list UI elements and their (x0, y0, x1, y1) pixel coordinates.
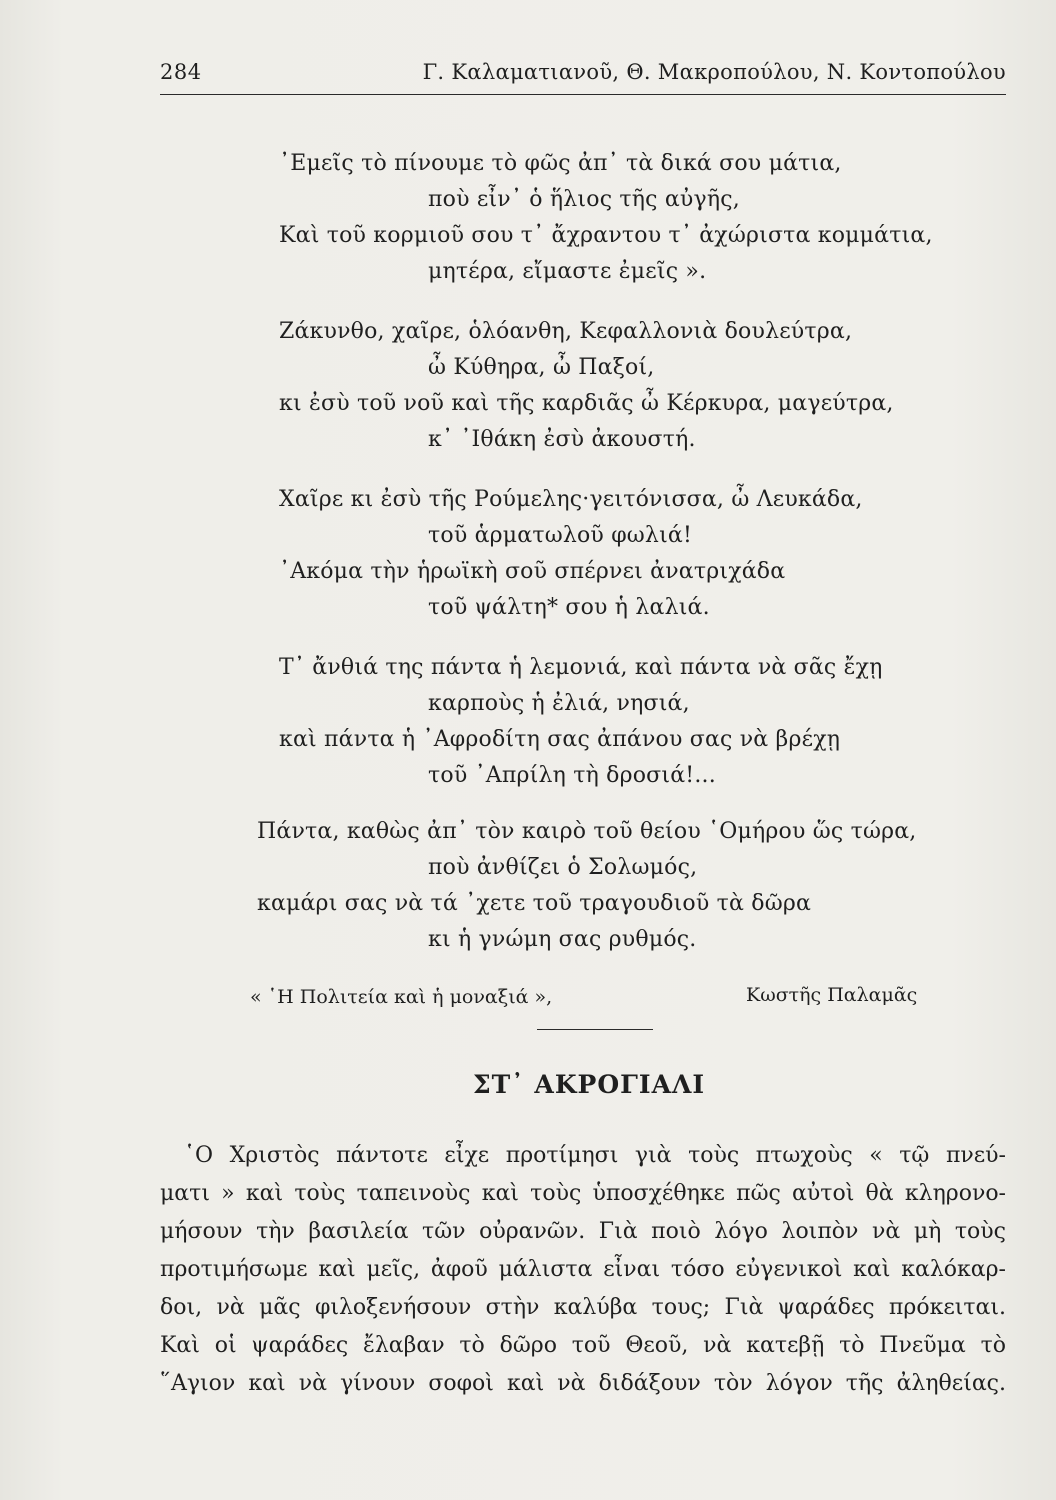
prose-line: ῞Αγιον καὶ νὰ γίνουν σοφοὶ καὶ νὰ διδάξουν τὸν λόγον τῆς ἀληθείας. (160, 1371, 1006, 1396)
poem-line: καμάρι σας νὰ τά ᾿χετε τοῦ τραγουδιοῦ τὰ δῶρα (257, 891, 812, 916)
header-rule (160, 94, 1006, 95)
prose-line: μήσουν τὴν βασιλεία τῶν οὐρανῶν. Γιὰ ποιὸ λόγο λοιπὸν νὰ μὴ τοὺς (160, 1219, 1006, 1244)
poem-line: Ζάκυνθο, χαῖρε, ὁλόανθη, Κεφαλλονιὰ δουλεύτρα, (279, 319, 853, 344)
prose-line: ματι » καὶ τοὺς ταπεινοὺς καὶ τοὺς ὑποσχέθηκε πῶς αὐτοὶ θὰ κληρονο- (160, 1181, 1006, 1206)
prose-line: προτιμήσωμε καὶ μεῖς, ἀφοῦ μάλιστα εἶναι τόσο εὐγενικοὶ καὶ καλόκαρ- (160, 1257, 1006, 1282)
poem-line: ᾿Εμεῖς τὸ πίνουμε τὸ φῶς ἀπ᾿ τὰ δικά σου μάτια, (279, 151, 842, 176)
poem-line: ποὺ ἀνθίζει ὁ Σολωμός, (428, 855, 698, 880)
poem-line: τοῦ ἁρματωλοῦ φωλιά! (428, 523, 693, 548)
poem-line: καὶ πάντα ἡ ᾿Αφροδίτη σας ἀπάνου σας νὰ βρέχῃ (279, 727, 841, 752)
prose-line: ῾Ο Χριστὸς πάντοτε εἶχε προτίμησι γιὰ τοὺς πτωχοὺς « τῷ πνεύ- (184, 1143, 1006, 1168)
prose-line: Καὶ οἱ ψαράδες ἔλαβαν τὸ δῶρο τοῦ Θεοῦ, νὰ κατεβῇ τὸ Πνεῦμα τὸ (160, 1333, 1006, 1358)
poem-line: ποὺ εἶν᾿ ὁ ἥλιος τῆς αὐγῆς, (428, 187, 740, 212)
poem-line: Τ᾿ ἄνθιά της πάντα ἡ λεμονιά, καὶ πάντα νὰ σᾶς ἔχῃ (279, 655, 883, 680)
page-header (160, 56, 1006, 90)
poem-line: Χαῖρε κι ἐσὺ τῆς Ρούμελης·γειτόνισσα, ὦ Λευκάδα, (279, 487, 863, 512)
poem-author: Κωστῆς Παλαμᾶς (746, 984, 918, 1006)
poem-line: ὦ Κύθηρα, ὦ Παξοί, (428, 355, 655, 380)
poem-source: « ῾Η Πολιτεία καὶ ἡ μοναξιά », (250, 986, 553, 1008)
page-number: 284 (160, 60, 202, 84)
poem-line: μητέρα, εἴμαστε ἐμεῖς ». (428, 259, 707, 284)
poem-line: Πάντα, καθὼς ἀπ᾿ τὸν καιρὸ τοῦ θείου ῾Ομήρου ὥς τώρα, (257, 819, 917, 844)
poem-line: τοῦ ψάλτη* σου ἡ λαλιά. (428, 595, 710, 620)
poem-line: ᾿Ακόμα τὴν ἡρωϊκὴ σοῦ σπέρνει ἀνατριχάδα (279, 559, 786, 584)
poem-line: κ᾿ ᾿Ιθάκη ἐσὺ ἀκουστή. (428, 427, 696, 452)
poem-line: Καὶ τοῦ κορμιοῦ σου τ᾿ ἄχραντου τ᾿ ἀχώριστα κομμάτια, (279, 223, 933, 248)
poem-line: τοῦ ᾿Απρίλη τὴ δροσιά!... (428, 763, 716, 788)
poem-line: κι ἡ γνώμη σας ρυθμός. (428, 927, 697, 952)
prose-line: δοι, νὰ μᾶς φιλοξενήσουν στὴν καλύβα τους; Γιὰ ψαράδες πρόκειται. (160, 1295, 1006, 1320)
section-title: ΣΤ᾿ ΑΚΡΟΓΙΑΛΙ (472, 1070, 706, 1099)
running-head: Γ. Καλαματιανοῦ, Θ. Μακροπούλου, Ν. Κοντοπούλου (422, 60, 1006, 84)
poem-line: καρποὺς ἡ ἐλιά, νησιά, (428, 691, 690, 716)
poem-line: κι ἐσὺ τοῦ νοῦ καὶ τῆς καρδιᾶς ὦ Κέρκυρα, μαγεύτρα, (279, 391, 894, 416)
separator-rule (537, 1029, 653, 1030)
